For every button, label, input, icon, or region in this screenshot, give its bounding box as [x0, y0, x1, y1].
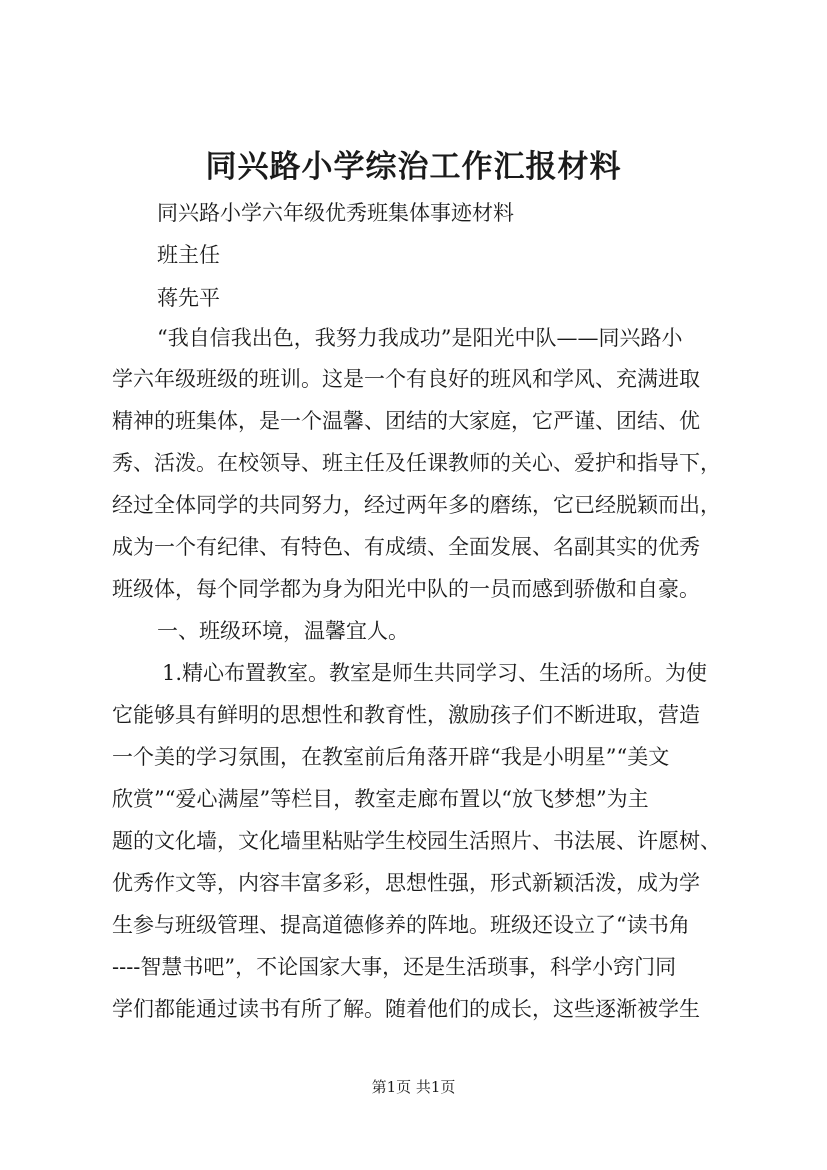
paragraph-line: “我自信我出色，我努力我成功”是阳光中队——同兴路小 — [157, 326, 683, 350]
paragraph-line: 一个美的学习氛围，在教室前后角落开辟“我是小明星”“美文 — [112, 745, 670, 769]
paragraph-line: 成为一个有纪律、有特色、有成绩、全面发展、名副其实的优秀 — [112, 535, 700, 559]
paragraph-line: 精神的班集体，是一个温馨、团结的大家庭，它严谨、团结、优 — [112, 409, 700, 433]
paragraph-line: 它能够具有鲜明的思想性和教育性，激励孩子们不断进取，营造 — [112, 703, 700, 727]
paragraph-line: 班级体，每个同学都为身为阳光中队的一员而感到骄傲和自豪。 — [112, 577, 700, 601]
paragraph-line: 学们都能通过读书有所了解。随着他们的成长，这些逐渐被学生 — [112, 997, 700, 1021]
author-name: 蒋先平 — [157, 286, 220, 310]
section-heading: 一、班级环境，温馨宜人。 — [157, 619, 409, 643]
paragraph-line: 秀、活泼。在校领导、班主任及任课教师的关心、爱护和指导下， — [112, 451, 721, 475]
document-title: 同兴路小学综治工作汇报材料 — [205, 149, 622, 185]
document-subtitle: 同兴路小学六年级优秀班集体事迹材料 — [157, 201, 514, 225]
paragraph-line: 题的文化墙，文化墙里粘贴学生校园生活照片、书法展、许愿树、 — [112, 829, 721, 853]
paragraph-line: 优秀作文等，内容丰富多彩，思想性强，形式新颖活泼，成为学 — [112, 871, 700, 895]
paragraph-line: 欣赏”“爱心满屋”等栏目，教室走廊布置以“放飞梦想”为主 — [112, 787, 649, 811]
page-number-footer: 第1页 共1页 — [371, 1078, 456, 1096]
paragraph-line: 生参与班级管理、提高道德修养的阵地。班级还设立了“读书角 — [112, 913, 690, 937]
paragraph-line: ----智慧书吧”，不论国家大事，还是生活琐事，科学小窍门同 — [112, 955, 677, 979]
paragraph-line: 经过全体同学的共同努力，经过两年多的磨练，它已经脱颖而出， — [112, 493, 721, 517]
role-label: 班主任 — [157, 243, 220, 267]
paragraph-line: 学六年级班级的班训。这是一个有良好的班风和学风、充满进取 — [112, 367, 700, 391]
paragraph-line: 1.精心布置教室。教室是师生共同学习、生活的场所。为使 — [162, 661, 708, 685]
